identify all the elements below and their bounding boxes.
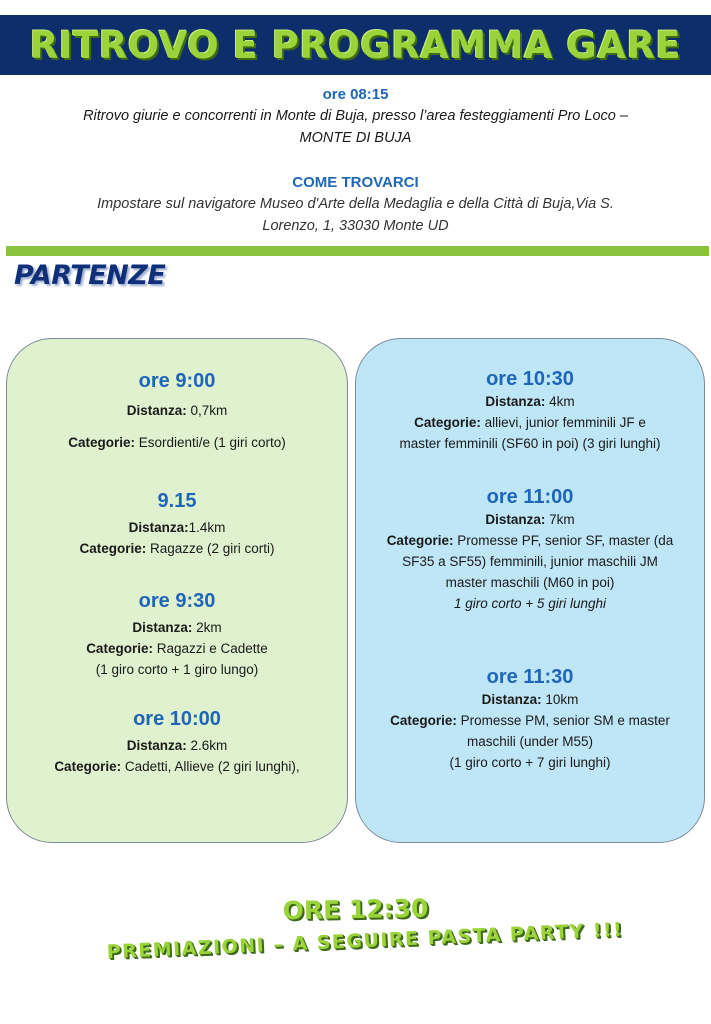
come-trovarci-line-2: Lorenzo, 1, 33030 Monte UD xyxy=(262,218,449,234)
slot-distance xyxy=(356,509,704,530)
top-strip xyxy=(0,0,711,15)
categories-value: Promesse PM, senior SM e master xyxy=(460,713,670,728)
distance-label: Distanza: xyxy=(132,620,193,635)
slot-block xyxy=(7,489,347,559)
categories-value: Cadetti, Allieve (2 giri lunghi), xyxy=(124,759,300,774)
slot-distance xyxy=(7,517,347,538)
award-text: PREMIAZIONI – A SEGUIRE PASTA PARTY !!! xyxy=(106,918,624,964)
slot-time: ore 10:00 xyxy=(133,708,221,730)
distance-label: Distanza: xyxy=(485,512,546,527)
categories-value: Ragazze (2 giri corti) xyxy=(149,541,275,556)
slot-categories xyxy=(7,638,347,659)
slot-block xyxy=(356,367,704,454)
categories-value: allievi, junior femminili JF e xyxy=(484,415,646,430)
distance-label: Distanza: xyxy=(481,692,542,707)
slot-categories-cont: maschili (under M55) xyxy=(466,734,594,749)
slot-time: ore 9:00 xyxy=(138,370,216,392)
categories-label: Categorie: xyxy=(390,713,457,728)
distance-label: Distanza: xyxy=(128,520,189,535)
slot-categories xyxy=(356,710,704,731)
section-title-partenze: PARTENZE xyxy=(14,260,166,291)
slot-categories xyxy=(7,756,347,777)
slot-time: ore 10:30 xyxy=(486,368,574,390)
categories-label: Categorie: xyxy=(386,533,454,548)
distance-value: 1.4km xyxy=(188,520,226,535)
distance-label: Distanza: xyxy=(126,738,187,753)
slot-time: ore 9:30 xyxy=(138,590,216,612)
slot-distance xyxy=(356,689,704,710)
slot-categories-cont: master maschili (M60 in poi) xyxy=(445,575,615,590)
header-bar xyxy=(0,15,711,75)
slot-extra: (1 giro corto + 1 giro lungo) xyxy=(95,662,259,677)
categories-label: Categorie: xyxy=(54,759,122,774)
slot-distance xyxy=(7,735,347,756)
slot-categories xyxy=(7,538,347,559)
slot-categories xyxy=(7,432,347,453)
distance-label: Distanza: xyxy=(485,394,546,409)
slot-time: ore 11:00 xyxy=(486,486,574,508)
categories-label: Categorie: xyxy=(414,415,481,430)
slot-categories-cont: master femminili (SF60 in poi) (3 giri lunghi) xyxy=(399,436,661,451)
ritrovo-section xyxy=(0,85,711,149)
slot-categories-cont: SF35 a SF55) femminili, junior maschili JM xyxy=(402,554,658,569)
slot-time: 9.15 xyxy=(157,490,197,512)
categories-value: Ragazzi e Cadette xyxy=(156,641,268,656)
slot-distance xyxy=(7,400,347,421)
slot-distance xyxy=(7,617,347,638)
slot-block xyxy=(356,485,704,614)
come-trovarci-section xyxy=(0,173,711,237)
slot-block xyxy=(356,665,704,773)
distance-value: 10km xyxy=(545,692,579,707)
right-schedule-panel xyxy=(355,338,705,843)
categories-value: Esordienti/e (1 giri corto) xyxy=(138,435,286,450)
categories-label: Categorie: xyxy=(68,435,135,450)
slot-block xyxy=(7,589,347,680)
categories-label: Categorie: xyxy=(79,541,147,556)
distance-value: 4km xyxy=(549,394,575,409)
slot-block xyxy=(7,369,347,453)
left-schedule-panel xyxy=(6,338,348,843)
slot-extra: 1 giro corto + 5 giri lunghi xyxy=(454,596,606,611)
slot-categories xyxy=(356,412,704,433)
categories-value: Promesse PF, senior SF, master (da xyxy=(457,533,674,548)
ritrovo-time: ore 08:15 xyxy=(322,86,389,103)
ritrovo-line-1: Ritrovo giurie e concorrenti in Monte di Buja, presso l’area festeggiamenti Pro Loco – xyxy=(83,108,628,124)
slot-time: ore 11:30 xyxy=(486,666,574,688)
come-trovarci-title: COME TROVARCI xyxy=(292,174,419,191)
green-divider xyxy=(6,246,709,256)
distance-value: 2km xyxy=(196,620,222,635)
distance-value: 2.6km xyxy=(190,738,228,753)
award-time: ORE 12:30 xyxy=(282,893,429,926)
come-trovarci-line-1: Impostare sul navigatore Museo d'Arte della Medaglia e della Città di Buja,Via S. xyxy=(97,196,614,212)
slot-block xyxy=(7,707,347,777)
distance-label: Distanza: xyxy=(126,403,187,418)
ritrovo-line-2: MONTE DI BUJA xyxy=(299,130,412,146)
slot-categories xyxy=(356,530,704,551)
distance-value: 0,7km xyxy=(190,403,228,418)
distance-value: 7km xyxy=(549,512,575,527)
page-title: RITROVO E PROGRAMMA GARE xyxy=(29,23,682,67)
categories-label: Categorie: xyxy=(86,641,153,656)
slot-extra: (1 giro corto + 7 giri lunghi) xyxy=(449,755,611,770)
slot-distance xyxy=(356,391,704,412)
